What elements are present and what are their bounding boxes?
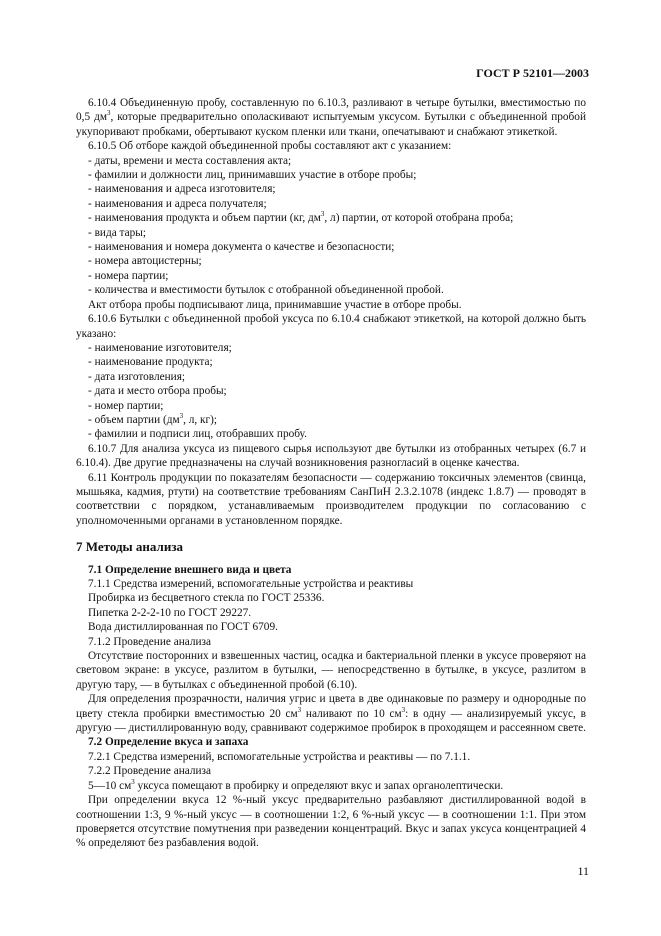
list-item: - количества и вместимости бутылок с отобранной объединенной пробой. [88, 284, 444, 297]
paragraph-7-1-2: 7.1.2 Проведение анализа [88, 635, 212, 648]
paragraph-6-10-6: 6.10.6 Бутылки с объединенной пробой уксуса по 6.10.4 снабжают этикеткой, на которой должно быть указано: [76, 313, 586, 340]
list-item: - номер партии; [88, 399, 164, 412]
paragraph-text: уксуса помещают в пробирку и определяют вкус и запах органолептически. [134, 779, 504, 792]
paragraph-text: : в одну — анализируемый уксус, в другую — дистиллированную воду, сравнивают содержимое пробирок в проходящем и рассеянном свете. [76, 707, 587, 735]
list-item: - даты, времени и места составления акта; [88, 154, 292, 167]
list-item: - дата и место отбора пробы; [88, 385, 227, 398]
paragraph-text: наливают по 10 см [301, 707, 402, 720]
list-item: - номера партии; [88, 269, 169, 282]
standard-header: ГОСТ Р 52101—2003 [476, 66, 589, 80]
list-item: - вида тары; [88, 226, 147, 239]
paragraph-act-signed: Акт отбора пробы подписывают лица, принимавшие участие в отборе пробы. [88, 298, 462, 311]
paragraph-7-2-2: 7.2.2 Проведение анализа [88, 765, 212, 778]
list-item: - наименования и адреса изготовителя; [88, 183, 276, 196]
paragraph-6-10-4 [76, 96, 586, 139]
superscript: 3 [320, 210, 325, 219]
paragraph-text: , которые предварительно ополаскивают испытуемым уксусом. Бутылки с объединенной пробой укупоривают пробками, обертывают куском пленки или ткани, опечатывают и снабжают этикеткой. [76, 111, 586, 138]
superscript: 3 [106, 109, 111, 118]
paragraph-6-10-5: 6.10.5 Об отборе каждой объединенной пробы составляют акт с указанием: [88, 140, 452, 153]
section-heading-7: 7 Методы анализа [76, 539, 184, 555]
document-body [76, 96, 586, 851]
list-item [76, 211, 586, 225]
superscript: 3 [179, 412, 184, 421]
list-item [76, 413, 586, 427]
paragraph-6-11: 6.11 Контроль продукции по показателям безопасности — содержанию токсичных элементов (свинца, мышьяка, кадмия, ртути) на соответствие требованиям СанПиН 2.3.2.1078 (индекс 1.8.7) — проводят в соответствии с порядком, устанавливаемым производителем продукции по согласованию с уполномоченными органами в установленном порядке. [76, 471, 586, 527]
subsection-heading-7-2: 7.2 Определение вкуса и запаха [88, 736, 249, 749]
paragraph-6-10-7: 6.10.7 Для анализа уксуса из пищевого сырья используют две бутылки из отобранных четырех (6.7 и 6.10.4). Две другие предназначены на случай возникновения разногласий в оценке качества. [76, 442, 586, 470]
equipment-item: Вода дистиллированная по ГОСТ 6709. [88, 621, 278, 634]
subsection-heading-7-1: 7.1 Определение внешнего вида и цвета [88, 563, 292, 576]
list-item: - наименования и адреса получателя; [88, 197, 267, 210]
list-item-text: , л, кг); [183, 413, 218, 426]
paragraph-text: 6.10.4 Объединенную пробу, составленную по 6.10.3, разливают в четыре бутылки, вместимостью по 0,5 дм [76, 97, 586, 124]
page-number: 11 [577, 864, 589, 878]
list-item: - дата изготовления; [88, 370, 186, 383]
paragraph-7-2-1: 7.2.1 Средства измерений, вспомогательные устройства и реактивы — по 7.1.1. [88, 750, 471, 763]
list-item: - фамилии и подписи лиц, отобравших пробу. [88, 428, 307, 441]
list-item: - фамилии и должности лиц, принимавших участие в отборе пробы; [88, 169, 417, 182]
paragraph-7-1-1: 7.1.1 Средства измерений, вспомогательные устройства и реактивы [88, 578, 414, 590]
paragraph-absence: Отсутствие посторонних и взвешенных частиц, осадка и бактериальной пленки в уксусе проверяют на световом экране: в уксусе, разлитом в бутылки, — непосредственно в бутылке, в уксусе, разлитом в другую тару, — в бутылках с объединенной пробой (6.10). [76, 650, 586, 691]
paragraph-text: Для определения прозрачности, наличия угрис и цвета в две одинаковые по размеру и однородные по цвету стекла пробирки вместимостью 20 см [76, 693, 586, 720]
list-item-text: , л) партии, от которой отобрана проба; [324, 212, 514, 225]
paragraph-taste: При определении вкуса 12 %-ный уксус предварительно разбавляют дистиллированной водой в соотношении 1:3, 9 %-ный уксус — в соотношении 1:2, 6 %-ный уксус — в соотношении 1:1. При этом проверяется отсутствие помутнения при разведении концентраций. Вкус и запах уксуса концентрацией 4 % определяют без разбавления водой. [76, 794, 586, 850]
equipment-item: Пипетка 2-2-2-10 по ГОСТ 29227. [88, 606, 252, 619]
superscript: 3 [131, 777, 135, 786]
list-item: - наименование изготовителя; [88, 341, 232, 354]
list-item: - наименования и номера документа о качестве и безопасности; [88, 241, 395, 254]
superscript: 3 [401, 705, 406, 714]
list-item: - наименование продукта; [88, 356, 213, 369]
equipment-item: Пробирка из бесцветного стекла по ГОСТ 25336. [88, 592, 325, 605]
paragraph-transparency [76, 692, 586, 735]
list-item-text: - объем партии (дм [88, 413, 180, 426]
paragraph-5-10 [76, 779, 586, 793]
list-item-text: - наименования продукта и объем партии (кг, дм [88, 212, 321, 225]
superscript: 3 [297, 705, 302, 714]
paragraph-text: 5—10 см [88, 779, 132, 792]
list-item: - номера автоцистерны; [88, 255, 202, 268]
